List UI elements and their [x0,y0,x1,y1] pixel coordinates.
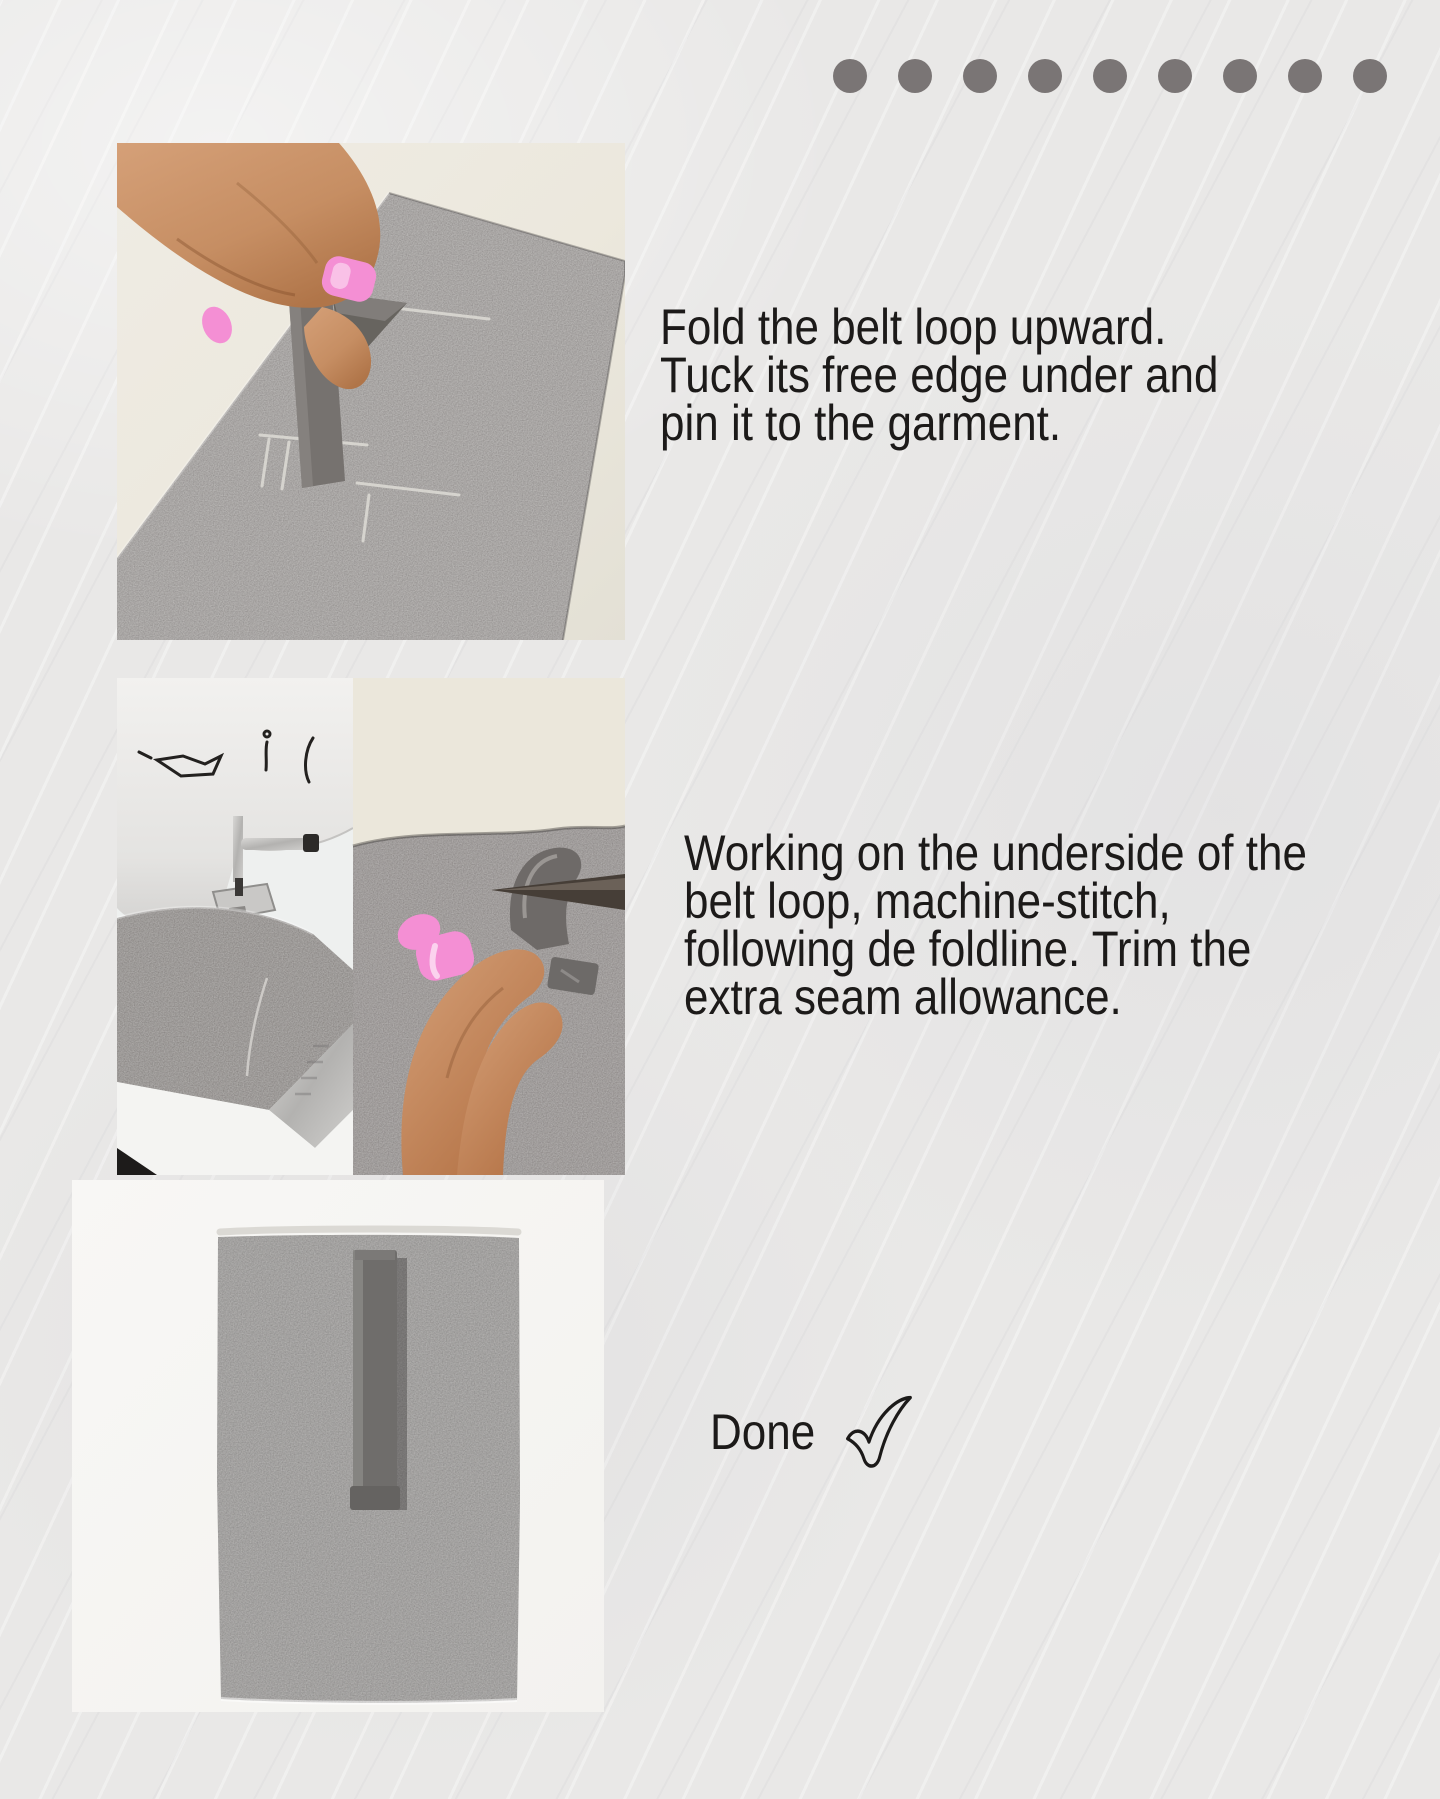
step3-illustration [72,1180,604,1712]
step1-illustration [117,143,625,640]
step3-text [710,1404,923,1470]
progress-dot [1353,59,1387,93]
step1-text [660,299,1219,451]
step1-line1: Fold the belt loop upward. [660,299,1167,355]
dots-decoration [833,59,1387,93]
finished-belt-loop [350,1250,407,1510]
progress-dot [1158,59,1192,93]
done-label: Done [710,1404,816,1460]
step3-photo [72,1180,604,1712]
step1-photo [117,143,625,640]
progress-dot [1288,59,1322,93]
step2-photo [117,678,625,1175]
trimming-scene [353,678,625,1175]
step2-line3: following de foldline. Trim the [684,921,1252,977]
step1-line2: Tuck its free edge under and [660,347,1219,403]
progress-dot [833,59,867,93]
check-icon [838,1394,922,1470]
sewing-machine-scene [117,678,353,1175]
step2-text [684,825,1307,1025]
step2-line4: extra seam allowance. [684,969,1122,1025]
step1-line3: pin it to the garment. [660,395,1062,451]
progress-dot [898,59,932,93]
progress-dot [963,59,997,93]
progress-dot [1028,59,1062,93]
progress-dot [1223,59,1257,93]
step2-illustration [117,678,625,1175]
step2-line1: Working on the underside of the [684,825,1307,881]
progress-dot [1093,59,1127,93]
step2-line2: belt loop, machine-stitch, [684,873,1171,929]
